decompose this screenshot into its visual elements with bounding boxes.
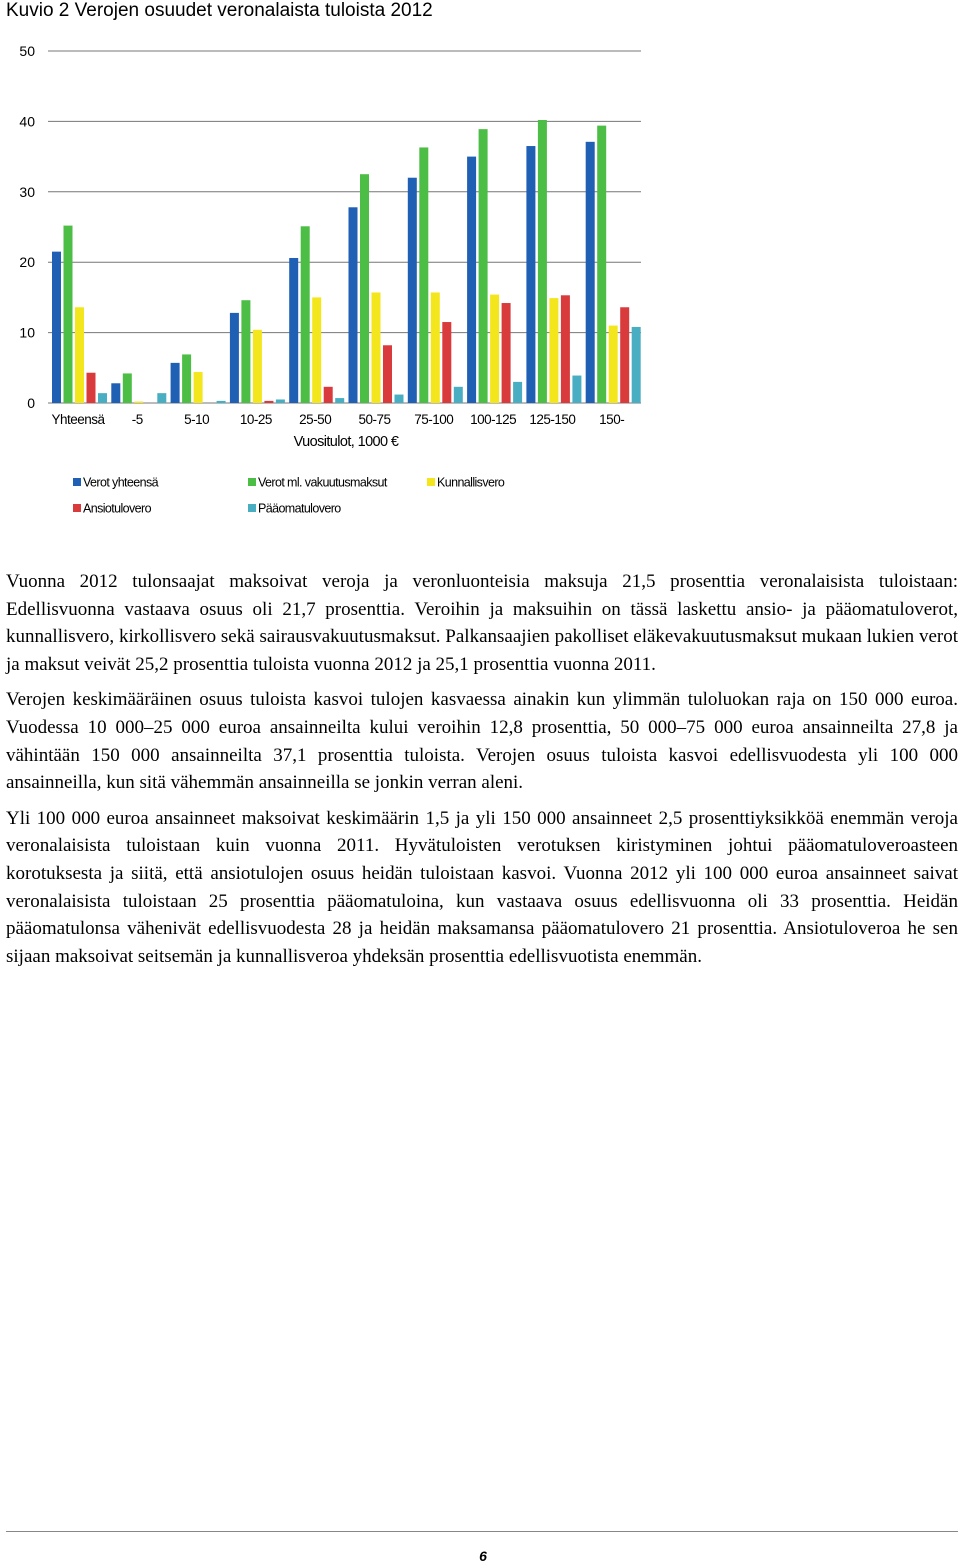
bar	[526, 146, 535, 403]
bar-layer	[52, 120, 641, 403]
bar	[217, 401, 226, 403]
bar	[609, 326, 618, 403]
legend-item	[248, 476, 388, 490]
bar	[301, 226, 310, 403]
bar	[182, 354, 191, 403]
bar	[549, 298, 558, 403]
x-axis-label: Vuositulot, 1000 €	[293, 434, 399, 450]
y-tick-label: 50	[19, 43, 35, 59]
tax-share-bar-chart	[0, 30, 660, 530]
bar	[157, 393, 166, 403]
bar	[586, 142, 595, 403]
bar	[538, 120, 547, 403]
legend-swatch	[248, 478, 256, 486]
bar	[111, 383, 120, 403]
legend-item	[73, 502, 152, 516]
legend-label: Ansiotulovero	[83, 501, 151, 516]
x-tick-label: 25-50	[299, 412, 332, 427]
bar	[513, 382, 522, 403]
bar	[572, 376, 581, 403]
legend-label: Kunnallisvero	[437, 475, 505, 490]
bar	[431, 292, 440, 403]
bar	[419, 147, 428, 403]
bar	[276, 399, 285, 403]
bar	[383, 345, 392, 403]
bar	[408, 178, 417, 403]
bar	[134, 402, 143, 403]
paragraph-3: Yli 100 000 euroa ansainneet maksoivat keskimäärin 1,5 ja yli 150 000 ansainneet 2,5 prosenttiyksikköä enemmän veroja veronalaisista tuloistaan kuin vuonna 2011. Hyvätuloisten verotuksen kiristyminen johtui pääomatuloveroasteen korotuksesta ja siitä, että ansiotulojen osuus heidän tuloistaan kasvoi. Vuonna 2012 yli 100 000 euroa ansainneet saivat veronalaisista tuloistaan 25 prosenttia pääomatuloina, kun vastaava osuus edellisvuonna oli 33 prosenttia. Heidän pääomatulonsa vähenivät edellisvuodesta 28 ja heidän maksamansa pääomatulovero 21 prosenttia. Ansiotuloveroa he sen sijaan maksoivat seitsemän ja kunnallisveroa yhdeksän prosenttia edellisvuotista enemmän.	[6, 807, 958, 967]
legend-item	[248, 502, 341, 516]
y-tick-label: 10	[19, 324, 35, 341]
bar	[75, 307, 84, 403]
y-tick-label: 30	[19, 183, 35, 200]
x-tick-label: 125-150	[529, 412, 576, 427]
bar	[620, 307, 629, 403]
bar	[123, 373, 132, 403]
bar	[264, 401, 273, 403]
bar	[253, 330, 262, 403]
bar	[324, 387, 333, 403]
bar	[230, 313, 239, 403]
bar	[87, 373, 96, 403]
y-tick-label: 0	[27, 395, 35, 411]
x-tick-label: 100-125	[470, 412, 517, 427]
bar	[395, 395, 404, 403]
legend-label: Pääomatulovero	[258, 501, 341, 516]
bar	[171, 363, 180, 403]
legend-swatch	[248, 504, 256, 512]
legend-swatch	[427, 478, 435, 486]
x-tick-label: 75-100	[414, 412, 454, 427]
paragraph-2: Verojen keskimääräinen osuus tuloista kasvoi tulojen kasvaessa ainakin kun ylimmän tuloluokan raja on 150 000 euroa. Vuodessa 10 000–25 000 euroa ansainneilta kului veroihin 12,8 prosenttia, 50 000–75 000 euroa ansainneilta 27,8 ja vähintään 150 000 ansainneilta 37,1 prosenttia tuloista. Verojen osuus tuloista kasvoi edellisvuodesta yli 100 000 ansainneilla, kun sitä vähemmän ansainneilla se jonkin verran aleni.	[6, 689, 958, 794]
bar	[64, 226, 73, 403]
bar	[454, 387, 463, 403]
bar	[289, 258, 298, 403]
footer-rule	[6, 1531, 958, 1532]
x-tick-label: 10-25	[239, 412, 272, 427]
legend-swatch	[73, 478, 81, 486]
bar	[312, 297, 321, 403]
body-text	[6, 568, 958, 978]
bar	[467, 157, 476, 403]
bar	[335, 398, 344, 403]
bar	[98, 393, 107, 403]
legend-swatch	[73, 504, 81, 512]
figure-title: Kuvio 2 Verojen osuudet veronalaista tuloista 2012	[6, 0, 433, 21]
bar	[360, 174, 369, 403]
bar	[479, 129, 488, 403]
x-tick-label: 50-75	[358, 412, 391, 427]
legend-label: Verot yhteensä	[83, 475, 158, 490]
y-tick-labels	[19, 43, 35, 411]
legend-item	[427, 476, 505, 490]
legend-label: Verot ml. vakuutusmaksut	[258, 475, 387, 490]
x-tick-label: -5	[131, 412, 143, 427]
legend-item	[73, 476, 159, 490]
y-tick-label: 20	[19, 254, 35, 271]
x-tick-label: 150-	[599, 412, 625, 427]
paragraph-1: Vuonna 2012 tulonsaajat maksoivat veroja ja veronluonteisia maksuja 21,5 prosenttia veronalaisista tuloistaan: Edellisvuonna vastaava osuus oli 21,7 prosenttia. Veroihin ja maksuihin on tässä laskettu ansio- ja pääomatuloverot, kunnallisvero, kirkollisvero sekä sairausvakuutusmaksut. Palkansaajien pakolliset eläkevakuutusmaksut mukaan lukien verot ja maksut veivät 25,2 prosenttia tuloista vuonna 2012 ja 25,1 prosenttia vuonna 2011.	[6, 571, 958, 675]
x-tick-labels	[51, 412, 624, 427]
bar	[597, 126, 606, 403]
page-number: 6	[479, 1548, 487, 1564]
x-tick-label: 5-10	[184, 412, 210, 427]
bar	[194, 372, 203, 403]
bar	[52, 252, 61, 403]
bar	[241, 300, 250, 403]
bar	[632, 327, 641, 403]
bar	[490, 295, 499, 403]
bar	[561, 295, 570, 403]
y-tick-label: 40	[19, 113, 35, 130]
bar	[372, 292, 381, 403]
bar	[349, 207, 358, 403]
x-tick-label: Yhteensä	[51, 412, 105, 427]
legend	[73, 476, 505, 516]
bar	[442, 322, 451, 403]
bar	[502, 303, 511, 403]
